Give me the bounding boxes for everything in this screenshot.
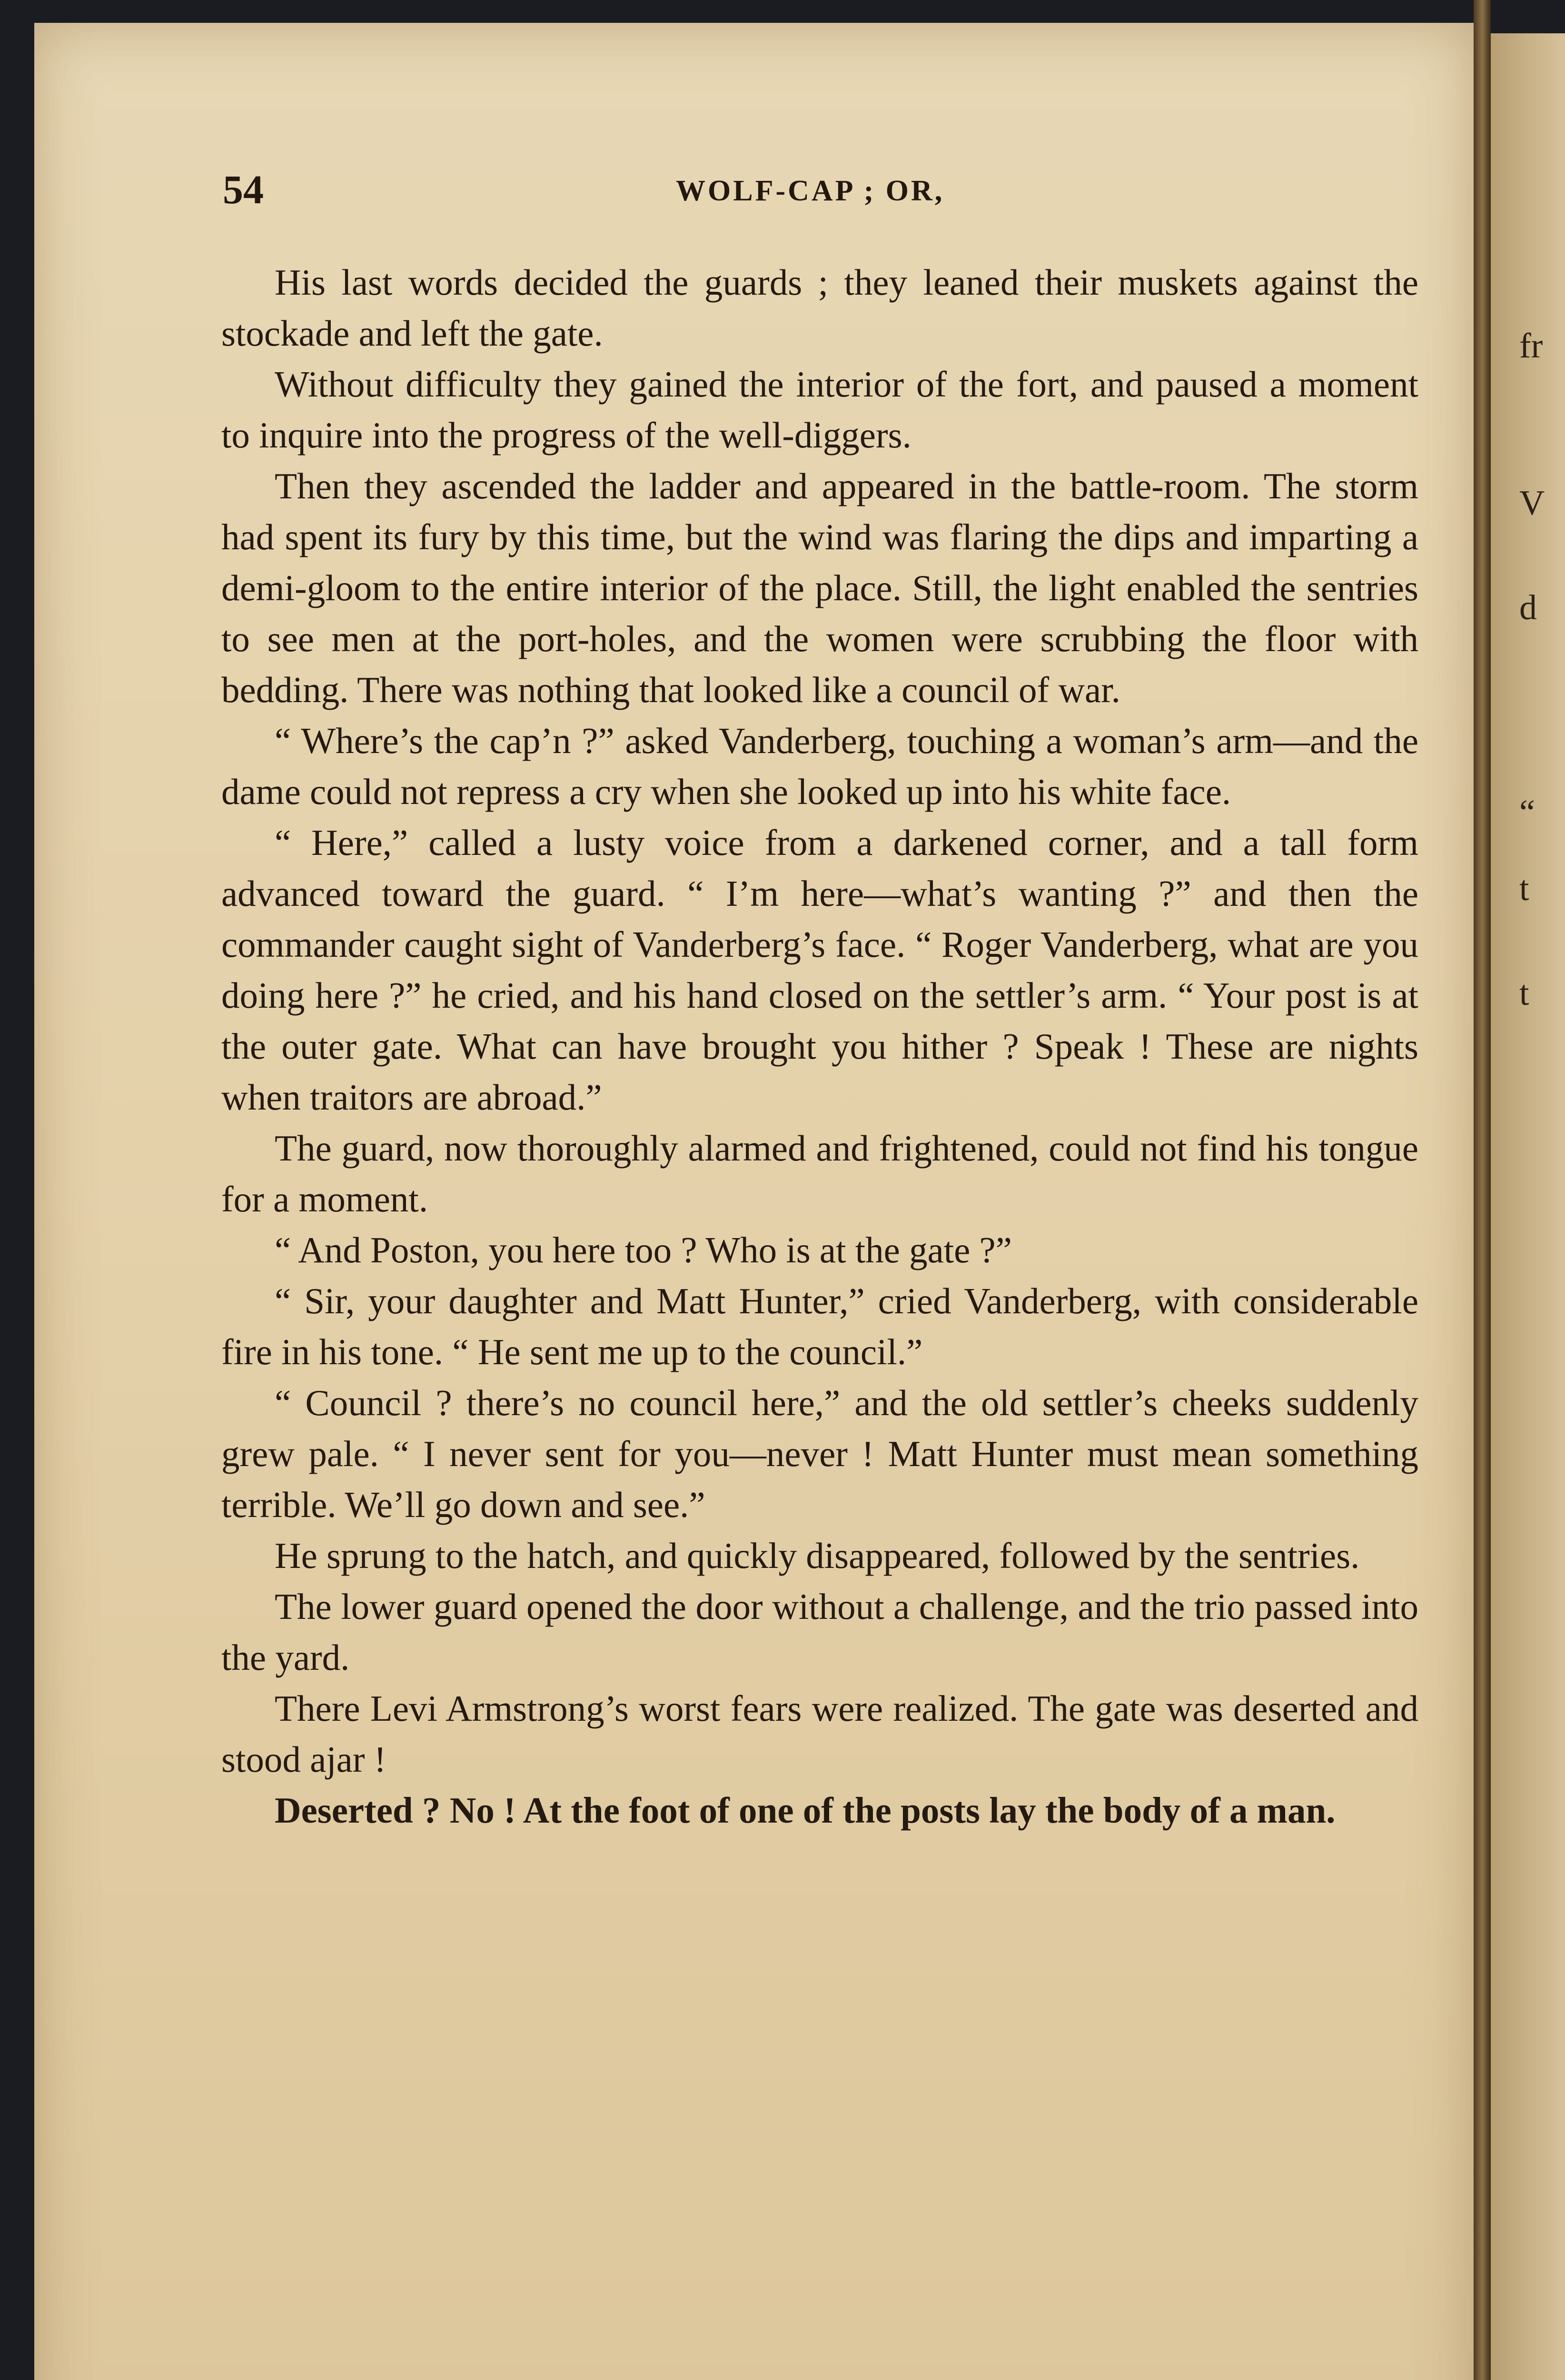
adjacent-page-fragment: t [1519, 869, 1529, 908]
paragraph: “ And Poston, you here too ? Who is at the gate ?” [275, 1230, 1012, 1270]
adjacent-page-edge [1491, 33, 1565, 2380]
adjacent-page-fragment: t [1519, 974, 1529, 1013]
paragraph: The guard, now thoroughly alarmed and frightened, could not find his tongue for a moment. [221, 1128, 1418, 1220]
paragraph: “ Council ? there’s no council here,” and the old settler’s cheeks suddenly grew pale. “ I never sent for you—never ! Matt Hunter must mean something terrible. We’ll go down and see.” [221, 1382, 1418, 1525]
page-number: 54 [223, 167, 264, 212]
body-text [221, 257, 1418, 2351]
paragraph: Without difficulty they gained the interior of the fort, and paused a moment to inquire into the progress of the well-diggers. [221, 364, 1418, 456]
paragraph: There Levi Armstrong’s worst fears were realized. The gate was deserted and stood ajar ! [221, 1688, 1418, 1780]
adjacent-page-fragment: “ [1519, 793, 1535, 832]
running-title: WOLF-CAP ; OR, [676, 175, 945, 207]
paragraph: His last words decided the guards ; they leaned their muskets against the stockade and left the gate. [221, 262, 1418, 354]
paragraph: “ Sir, your daughter and Matt Hunter,” cried Vanderberg, with considerable fire in his tone. “ He sent me up to the council.” [221, 1280, 1418, 1372]
paragraph: He sprung to the hatch, and quickly disappeared, followed by the sentries. [275, 1535, 1360, 1576]
paragraph: “ Where’s the cap’n ?” asked Vanderberg, touching a woman’s arm—and the dame could not repress a cry when she looked up into his white face. [221, 720, 1418, 812]
paragraph: Then they ascended the ladder and appeared in the battle-room. The storm had spent its fury by this time, but the wind was flaring the dips and imparting a demi-gloom to the entire interior of the place. Still, the light enabled the sentries to see men at the port-holes, and the women were scrubbing the floor with bedding. There was nothing that looked like a council of war. [221, 466, 1418, 710]
paragraph-final: Deserted ? No ! At the foot of one of the posts lay the body of a man. [275, 1790, 1336, 1831]
paragraph: “ Here,” called a lusty voice from a darkened corner, and a tall form advanced toward the guard. “ I’m here—what’s wanting ?” and then the commander caught sight of Vanderberg’s face. “ Roger Vanderberg, what are you doing here ?” he cried, and his hand closed on the settler’s arm. “ Your post is at the outer gate. What can have brought you hither ? Speak ! These are nights when traitors are abroad.” [221, 822, 1418, 1118]
adjacent-page-fragment: d [1519, 588, 1537, 627]
page-header [223, 166, 1413, 223]
paragraph: The lower guard opened the door without a challenge, and the trio passed into the yard. [221, 1586, 1418, 1678]
adjacent-page-fragment: fr [1519, 327, 1543, 366]
book-binding [1474, 0, 1491, 2380]
adjacent-page-fragment: V [1519, 484, 1545, 523]
